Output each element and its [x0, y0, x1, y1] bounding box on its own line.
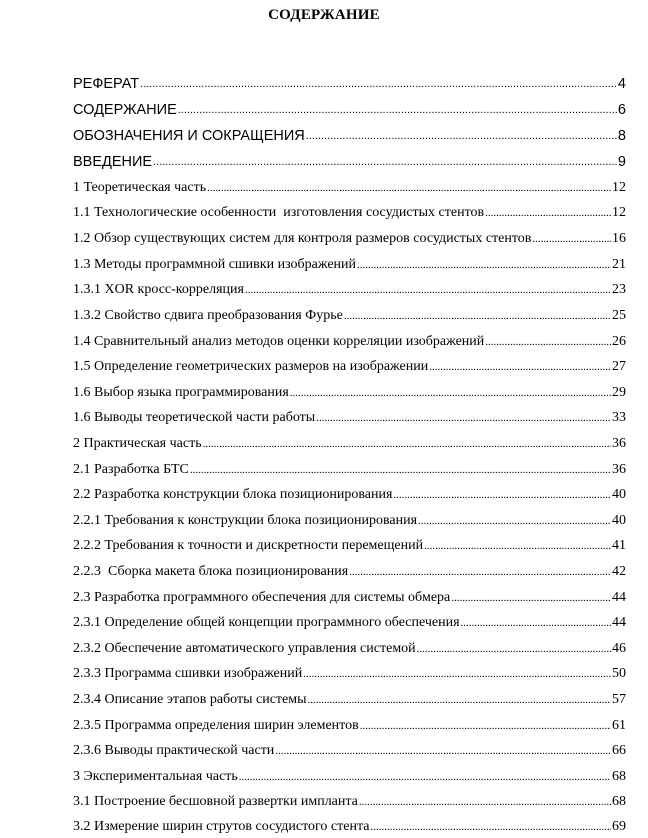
toc-entry-label: 2.3.2 Обеспечение автоматического управления системой: [73, 641, 416, 656]
toc-leader-dots: [349, 565, 611, 579]
toc-entry-label: 2.1 Разработка БТС: [73, 462, 189, 477]
toc-leader-dots: [418, 514, 611, 528]
toc-entry-page: 16: [612, 231, 626, 246]
toc-entry-label: 3.1 Построение бесшовной развертки импланта: [73, 794, 358, 809]
toc-entry-page: 46: [612, 641, 626, 656]
toc-entry-page: 29: [612, 385, 626, 400]
toc-leader-dots: [424, 539, 611, 553]
toc-entry: [73, 563, 626, 581]
toc-entry-label: РЕФЕРАТ: [73, 76, 140, 92]
toc-entry: [73, 461, 626, 479]
toc-entry-page: 68: [612, 794, 626, 809]
toc-entry-page: 4: [617, 76, 626, 92]
toc-entry-page: 12: [612, 205, 626, 220]
toc-entry-label: 1 Теоретическая часть: [73, 180, 207, 195]
toc-entry: [73, 717, 626, 735]
toc-entry: [73, 409, 626, 427]
toc-entry-page: 33: [612, 410, 626, 425]
toc-entry-page: 42: [612, 564, 626, 579]
toc-entry: [73, 281, 626, 299]
toc-entry-label: 2.2.3 Сборка макета блока позиционирования: [73, 564, 349, 579]
toc-leader-dots: [532, 232, 611, 246]
toc-leader-dots: [451, 591, 611, 605]
toc-entry: [73, 101, 626, 119]
toc-entry-page: 25: [612, 308, 626, 323]
toc-leader-dots: [359, 795, 611, 809]
toc-entry: [73, 384, 626, 402]
toc-entry: [73, 537, 626, 555]
toc-entry-label: 1.3.2 Свойство сдвига преобразования Фурье: [73, 308, 343, 323]
toc-entry: [73, 768, 626, 786]
toc-entry-page: 44: [612, 590, 626, 605]
toc-entry-page: 69: [612, 819, 626, 834]
page-title: СОДЕРЖАНИЕ: [268, 7, 380, 23]
toc-entry-page: 27: [612, 359, 626, 374]
toc-leader-dots: [290, 386, 611, 400]
toc-leader-dots: [275, 744, 611, 758]
toc-entry: [73, 818, 626, 836]
toc-entry-page: 36: [612, 462, 626, 477]
toc-leader-dots: [461, 616, 611, 630]
toc-entry-label: 2.3.3 Программа сшивки изображений: [73, 666, 303, 681]
toc-entry: [73, 640, 626, 658]
toc-entry-label: 2.2.2 Требования к точности и дискретности перемещений: [73, 538, 424, 553]
toc-entry: [73, 691, 626, 709]
toc-entry: [73, 665, 626, 683]
toc-entry: [73, 589, 626, 607]
toc-entry-page: 12: [612, 180, 626, 195]
toc-entry: [73, 204, 626, 222]
toc-entry: [73, 153, 626, 171]
toc-entry: [73, 307, 626, 325]
toc-entry: [73, 486, 626, 504]
toc-leader-dots: [245, 283, 611, 297]
toc-entry-label: ВВЕДЕНИЕ: [73, 154, 153, 170]
toc-leader-dots: [429, 360, 611, 374]
toc-entry: [73, 512, 626, 530]
toc-entry-page: 57: [612, 692, 626, 707]
toc-entry-label: 1.2 Обзор существующих систем для контроля размеров сосудистых стентов: [73, 231, 532, 246]
toc-entry: [73, 358, 626, 376]
toc-entry-page: 40: [612, 513, 626, 528]
toc-leader-dots: [153, 155, 617, 169]
toc-entry-label: 2 Практическая часть: [73, 436, 202, 451]
toc-entry: [73, 793, 626, 811]
toc-leader-dots: [140, 77, 617, 91]
toc-entry-label: 1.6 Выводы теоретической части работы: [73, 410, 316, 425]
toc-entry-page: 23: [612, 282, 626, 297]
toc-entry-label: 2.3.1 Определение общей концепции программного обеспечения: [73, 615, 460, 630]
toc-entry-label: 2.3.5 Программа определения ширин элементов: [73, 718, 359, 733]
toc-leader-dots: [357, 258, 611, 272]
toc-entry-page: 66: [612, 743, 626, 758]
toc-entry-page: 9: [617, 154, 626, 170]
toc-entry: [73, 435, 626, 453]
toc-entry-label: 2.3.6 Выводы практической части: [73, 743, 275, 758]
toc-entry-page: 44: [612, 615, 626, 630]
toc-entry-page: 36: [612, 436, 626, 451]
toc-entry: [73, 179, 626, 197]
toc-leader-dots: [316, 411, 611, 425]
toc-leader-dots: [207, 181, 611, 195]
toc-entry-page: 40: [612, 487, 626, 502]
toc-entry-page: 68: [612, 769, 626, 784]
toc-entry-label: 1.3 Методы программной сшивки изображений: [73, 257, 357, 272]
toc-leader-dots: [303, 667, 611, 681]
toc-entry-label: 1.1 Технологические особенности изготовления сосудистых стентов: [73, 205, 485, 220]
toc-leader-dots: [203, 437, 611, 451]
toc-entry: [73, 614, 626, 632]
toc-entry-label: 1.4 Сравнительный анализ методов оценки корреляции изображений: [73, 334, 485, 349]
toc-leader-dots: [393, 488, 611, 502]
toc-entry-page: 50: [612, 666, 626, 681]
toc-entry: [73, 333, 626, 351]
toc-entry-label: 2.3 Разработка программного обеспечения для системы обмера: [73, 590, 451, 605]
toc-entry: [73, 230, 626, 248]
toc-leader-dots: [239, 770, 611, 784]
toc-entry-label: СОДЕРЖАНИЕ: [73, 102, 177, 118]
toc-entry: [73, 75, 626, 93]
toc-entry-label: 2.2 Разработка конструкции блока позиционирования: [73, 487, 393, 502]
toc-leader-dots: [417, 642, 611, 656]
toc-entry-label: 2.3.4 Описание этапов работы системы: [73, 692, 307, 707]
toc-entry: [73, 742, 626, 760]
toc-leader-dots: [190, 463, 611, 477]
toc-leader-dots: [306, 129, 617, 143]
toc-leader-dots: [485, 335, 611, 349]
toc-leader-dots: [360, 719, 611, 733]
toc-leader-dots: [370, 820, 611, 834]
toc-entry-label: 2.2.1 Требования к конструкции блока позиционирования: [73, 513, 418, 528]
toc-entry-page: 41: [612, 538, 626, 553]
toc-leader-dots: [178, 103, 617, 117]
toc-entry-page: 26: [612, 334, 626, 349]
toc-entry-label: 3 Экспериментальная часть: [73, 769, 238, 784]
toc-entry-label: 1.6 Выбор языка программирования: [73, 385, 289, 400]
toc-entry-page: 8: [617, 128, 626, 144]
toc-entry-page: 61: [612, 718, 626, 733]
toc-entry: [73, 256, 626, 274]
toc-entry-label: 1.3.1 XOR кросс-корреляция: [73, 282, 244, 297]
toc-entry: [73, 127, 626, 145]
toc-leader-dots: [485, 206, 611, 220]
toc-entry-page: 6: [617, 102, 626, 118]
toc-entry-label: ОБОЗНАЧЕНИЯ И СОКРАЩЕНИЯ: [73, 128, 305, 144]
toc-entry-page: 21: [612, 257, 626, 272]
toc-leader-dots: [308, 693, 611, 707]
toc-entry-label: 3.2 Измерение ширин струтов сосудистого стента: [73, 819, 370, 834]
toc-leader-dots: [344, 309, 611, 323]
toc-entry-label: 1.5 Определение геометрических размеров на изображении: [73, 359, 429, 374]
